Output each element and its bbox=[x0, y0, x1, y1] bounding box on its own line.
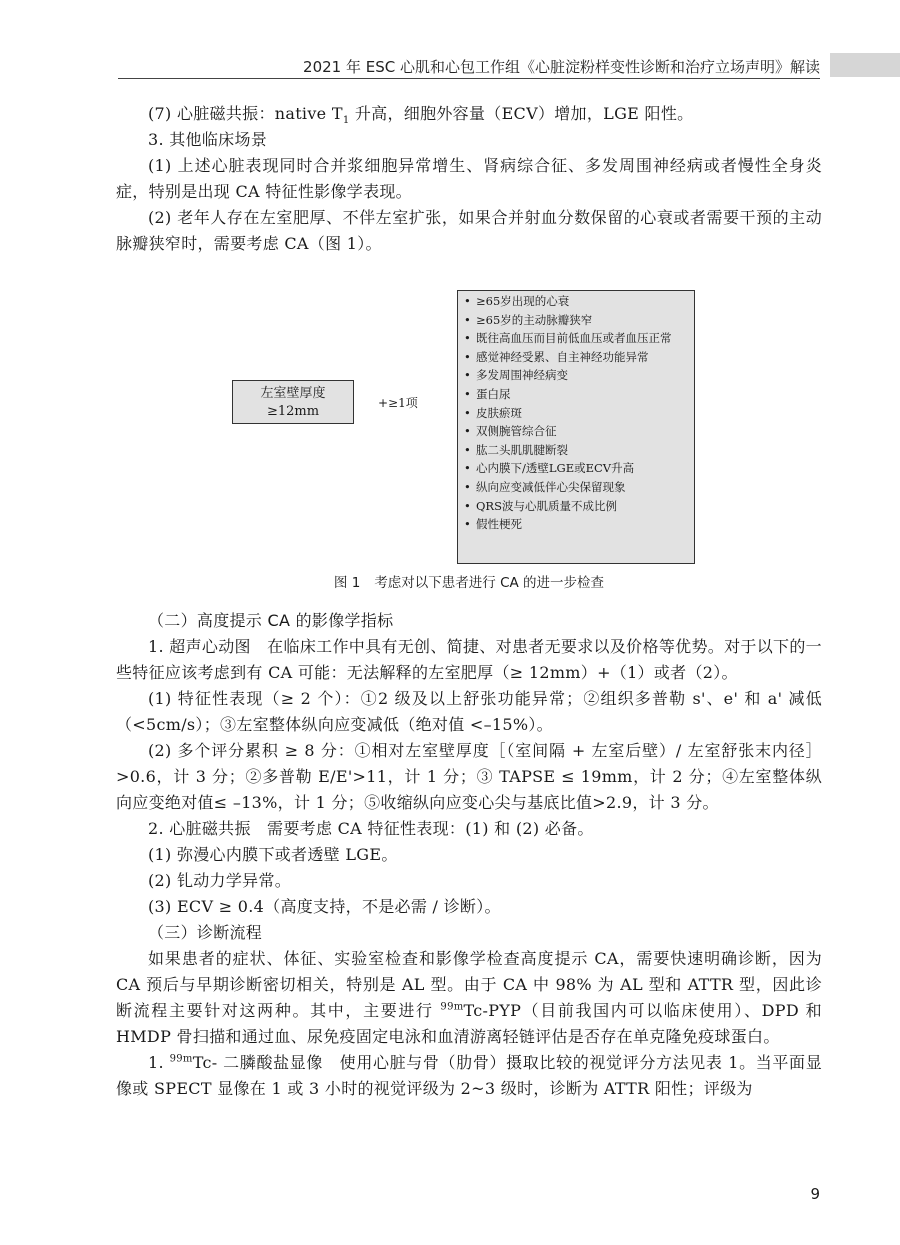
left-box-line2: ≥12mm bbox=[266, 404, 320, 419]
bullet-icon: • bbox=[464, 386, 471, 401]
criteria-item bbox=[464, 459, 690, 478]
criteria-item bbox=[464, 404, 690, 423]
bullet-icon: • bbox=[464, 349, 471, 364]
paragraph-cmr-1: (1) 弥漫心内膜下或者透壁 LGE。 bbox=[148, 845, 398, 864]
paragraph-echo-score: (2) 多个评分累积 ≥ 8 分：①相对左室壁厚度［（室间隔 + 左室后壁）/ 左室舒张末内径］>0.6，计 3 分；②多普勒 E/E'>11，计 1 分；③ TAPSE ≤ 19mm，计 2 分；④左室整体纵向应变绝对值≤ –13%，计 1 分；⑤收缩纵向应变心尖与基底比值>2.9，计 3 分。 bbox=[116, 741, 822, 812]
bullet-icon: • bbox=[464, 479, 471, 494]
left-box-line1: 左室壁厚度 bbox=[260, 386, 326, 401]
bullet-icon: • bbox=[464, 424, 471, 439]
paragraph-cmr: (7) 心脏磁共振：native $T_1$ 升高，细胞外容量（ECV）增加，LGE 阳性。 bbox=[148, 104, 694, 127]
top-text-block bbox=[116, 101, 822, 257]
header-tab-decoration bbox=[830, 53, 900, 77]
criteria-item bbox=[464, 515, 690, 534]
bullet-icon: • bbox=[464, 442, 471, 457]
criteria-item bbox=[464, 366, 690, 385]
criteria-item-text: 感觉神经受累、自主神经功能异常 bbox=[476, 349, 649, 364]
criteria-item-text: 皮肤瘀斑 bbox=[476, 405, 522, 420]
paragraph-cmr-2: (2) 钆动力学异常。 bbox=[148, 871, 292, 890]
figure-left-box bbox=[232, 380, 354, 424]
criteria-item-text: QRS波与心肌质量不成比例 bbox=[476, 498, 617, 513]
criteria-item bbox=[464, 348, 690, 367]
bullet-icon: • bbox=[464, 498, 471, 513]
criteria-item bbox=[464, 441, 690, 460]
bullet-icon: • bbox=[464, 294, 471, 308]
bullet-icon: • bbox=[464, 517, 471, 532]
paragraph-cmr-required: 2. 心脏磁共振 需要考虑 CA 特征性表现：(1) 和 (2) 必备。 bbox=[148, 819, 594, 838]
figure-caption bbox=[116, 571, 822, 591]
criteria-item-text: 纵向应变减低伴心尖保留现象 bbox=[476, 479, 626, 494]
bullet-icon: • bbox=[464, 405, 471, 420]
paragraph-echo-features: (1) 特征性表现（≥ 2 个）：①2 级及以上舒张功能异常；②组织多普勒 s'、e' 和 a' 减低（<5cm/s）；③左室整体纵向应变减低（绝对值 <–15%）。 bbox=[116, 689, 822, 734]
criteria-item bbox=[464, 422, 690, 441]
bullet-icon: • bbox=[464, 312, 471, 327]
criteria-item-text: 蛋白尿 bbox=[476, 386, 511, 401]
main-text-block bbox=[116, 608, 822, 1102]
criteria-item bbox=[464, 329, 690, 348]
bullet-icon: • bbox=[464, 331, 471, 346]
paragraph-tc-imaging: 1. $^{99m}$Tc- 二膦酸盐显像 使用心脏与骨（肋骨）摄取比较的视觉评分方法见表 1。当平面显像或 SPECT 显像在 1 或 3 小时的视觉评级为 2~3 级时，诊断为 ATTR 阳性；评级为 bbox=[116, 1053, 822, 1098]
figure-caption-text: 考虑对以下患者进行 CA 的进一步检查 bbox=[374, 575, 605, 591]
criteria-item-text: ≥65岁的主动脉瓣狭窄 bbox=[476, 312, 593, 327]
header-rule bbox=[118, 78, 820, 79]
criteria-item-text: 多发周围神经病变 bbox=[476, 368, 568, 383]
criteria-item-text: 双侧腕管综合征 bbox=[476, 424, 557, 439]
section-heading-imaging: （二）高度提示 CA 的影像学指标 bbox=[148, 611, 394, 630]
paragraph-cmr-3: (3) ECV ≥ 0.4（高度支持，不是必需 / 诊断）。 bbox=[148, 897, 501, 916]
figure-plus-label: +≥1项 bbox=[378, 396, 418, 410]
criteria-item-text: 肱二头肌肌腱断裂 bbox=[476, 442, 568, 457]
running-header: 2021 年 ESC 心肌和心包工作组《心脏淀粉样变性诊断和治疗立场声明》解读 bbox=[303, 58, 820, 76]
paragraph-scenario-2: (2) 老年人存在左室肥厚、不伴左室扩张，如果合并射血分数保留的心衰或者需要干预的主动脉瓣狭窄时，需要考虑 CA（图 1）。 bbox=[116, 208, 822, 253]
criteria-item-text: ≥65岁出现的心衰 bbox=[476, 294, 570, 308]
paragraph-other-scenarios-heading: 3. 其他临床场景 bbox=[148, 130, 268, 149]
figure-criteria-box bbox=[457, 290, 695, 564]
bullet-icon: • bbox=[464, 461, 471, 476]
paragraph-diagnosis-flow: 如果患者的症状、体征、实验室检查和影像学检查高度提示 CA，需要快速明确诊断，因为 CA 预后与早期诊断密切相关，特别是 AL 型。由于 CA 中 98% 为 AL 型和 ATTR 型，因此诊断流程主要针对这两种。其中，主要进行 $^{99m}$Tc-PYP（目前我国内可以临床使用）、DPD 和 HMDP 骨扫描和通过血、尿免疫固定电泳和血清游离轻链评估是否存在单克隆免疫球蛋白。 bbox=[116, 949, 822, 1046]
criteria-item bbox=[464, 497, 690, 516]
page-number: 9 bbox=[810, 1185, 820, 1203]
criteria-item bbox=[464, 311, 690, 330]
bullet-icon: • bbox=[464, 368, 471, 383]
criteria-item-text: 既往高血压而目前低血压或者血压正常 bbox=[476, 331, 672, 346]
criteria-item bbox=[464, 385, 690, 404]
criteria-item bbox=[464, 478, 690, 497]
section-heading-diagnosis: （三）诊断流程 bbox=[148, 923, 263, 942]
paragraph-echo: 1. 超声心动图 在临床工作中具有无创、简捷、对患者无要求以及价格等优势。对于以下的一些特征应该考虑到有 CA 可能：无法解释的左室肥厚（≥ 12mm）+（1）或者（2）。 bbox=[116, 637, 822, 682]
criteria-item bbox=[464, 292, 690, 311]
criteria-item-text: 假性梗死 bbox=[476, 517, 522, 532]
criteria-item-text: 心内膜下/透壁LGE或ECV升高 bbox=[476, 461, 635, 476]
figure-caption-number: 图 1 bbox=[333, 575, 361, 591]
paragraph-scenario-1: (1) 上述心脏表现同时合并浆细胞异常增生、肾病综合征、多发周围神经病或者慢性全身炎症，特别是出现 CA 特征性影像学表现。 bbox=[116, 156, 822, 201]
